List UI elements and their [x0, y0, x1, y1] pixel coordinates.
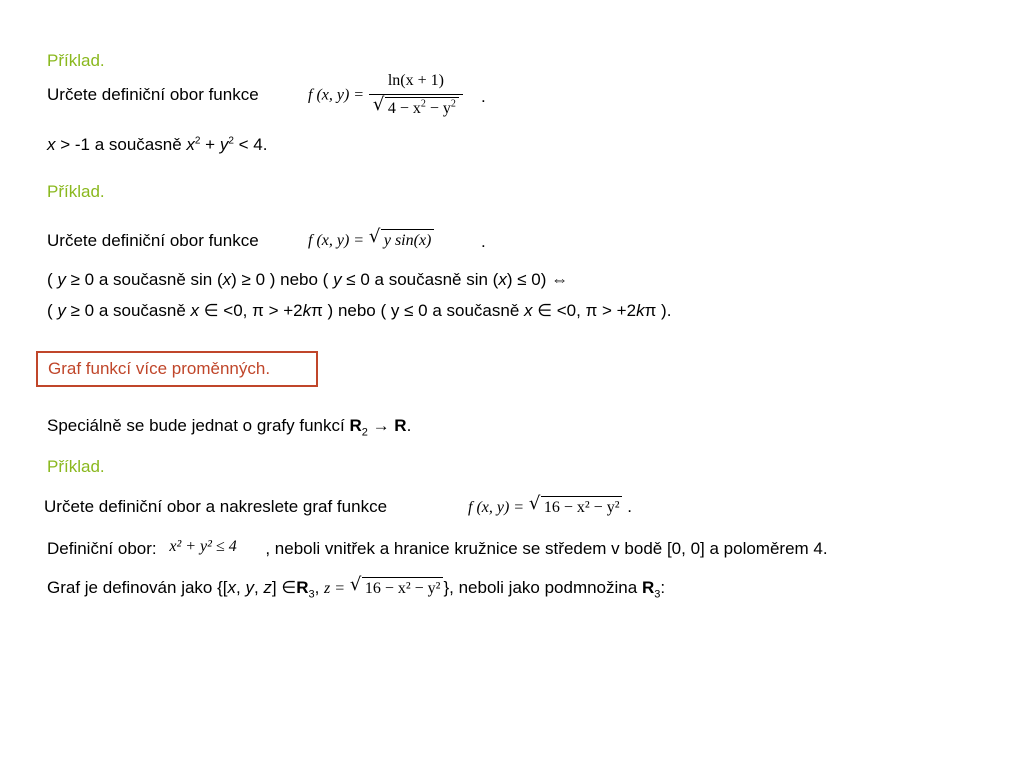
example-2-sqrt: [368, 226, 435, 252]
sqrt-sign-icon: √: [349, 574, 362, 595]
example-3-end-dot: .: [627, 497, 632, 516]
example-1-end-dot: .: [481, 87, 486, 106]
example-1-task: [47, 84, 259, 106]
graph-sqrt: [349, 574, 444, 600]
example-3-heading: Příklad.: [47, 457, 105, 476]
domain-label: Definiční obor:: [47, 539, 157, 558]
graph-z-equals: z =: [324, 580, 346, 597]
section-title: Graf funkcí více proměnných.: [48, 359, 271, 378]
section-title-box: [36, 351, 318, 387]
example-3-radicand: 16 − x² − y²: [541, 496, 623, 519]
example-2-heading: Příklad.: [47, 182, 105, 201]
example-3-func-lhs: f (x, y) =: [468, 499, 525, 516]
example-1-formula: [308, 70, 463, 120]
example-2-formula: [308, 226, 434, 252]
sqrt-sign-icon: √: [368, 226, 381, 247]
example-3-domain: [47, 536, 828, 560]
domain-inequality: x² + y² ≤ 4: [169, 538, 237, 555]
sqrt-sign-icon: √: [372, 94, 385, 115]
example-1-answer: x > -1 a současně $x^2 + y^2 < 4$.: [47, 135, 268, 154]
example-1-radicand: $4 - x^2 - y^2$: [385, 97, 459, 120]
example-2-intro: Určete definiční obor funkce: [47, 231, 259, 250]
domain-description: , neboli vnitřek a hranice kružnice se středem v bodě [0, 0] a poloměrem 4.: [265, 539, 828, 558]
example-1-numerator: ln(x + 1): [387, 72, 444, 89]
graph-radicand: 16 − x² − y²: [362, 577, 444, 600]
example-3-intro: Určete definiční obor a nakreslete graf funkce: [44, 497, 388, 516]
example-1-heading: Příklad.: [47, 51, 105, 70]
example-2-func-lhs: f (x, y) =: [308, 232, 365, 249]
example-1-fraction: [369, 70, 463, 120]
sqrt-sign-icon: √: [528, 493, 541, 514]
example-1-denominator: [369, 94, 463, 120]
example-2-end-dot: .: [481, 232, 486, 251]
example-3-graph-definition: Graf je definován jako {[x, y, z] $\in R_3$, z = √ 16 − x² − y² }, neboli jako podmnožina $R_3$:: [47, 574, 666, 601]
special-statement: Speciálně se bude jednat o grafy funkcí $R_2 \to R$.: [47, 416, 412, 439]
example-1-sqrt: [372, 94, 459, 120]
example-2-radicand: y sin(x): [381, 229, 435, 252]
example-3-sqrt: [528, 493, 623, 519]
example-3-formula: [468, 493, 632, 519]
example-2-line-2: ( y ≥ 0 a současně x ∈ <0, π > +2kπ ) nebo ( y ≤ 0 a současně x ∈ <0, π > +2kπ ).: [47, 301, 672, 320]
example-1-intro: Určete definiční obor funkce: [47, 85, 259, 104]
example-1-func-lhs: f (x, y) =: [308, 86, 365, 104]
example-2-line-1: ( y ≥ 0 a současně sin (x) ≥ 0 ) nebo ( y ≤ 0 a současně sin (x) ≤ 0) ⇔: [47, 270, 569, 289]
